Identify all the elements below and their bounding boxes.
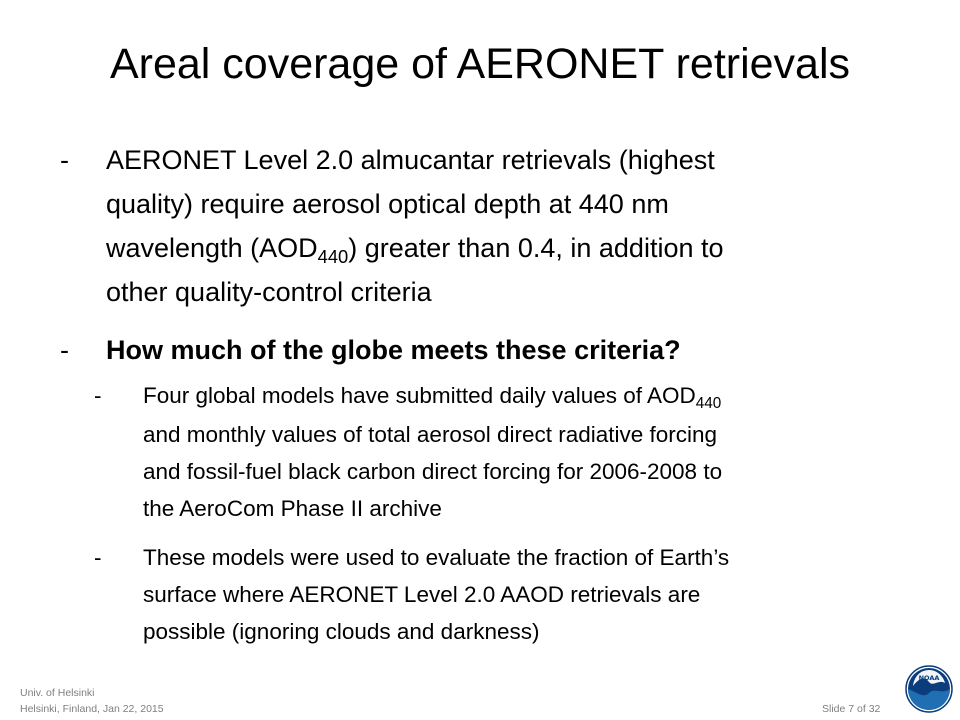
sub-bullet-dash: - <box>94 383 102 408</box>
footer-place-date: Helsinki, Finland, Jan 22, 2015 <box>20 703 164 715</box>
noaa-logo-icon <box>905 665 953 713</box>
footer-org: Univ. of Helsinki <box>20 687 95 699</box>
bullet-1-line-3-rest: ) greater than 0.4, in addition to <box>348 233 724 263</box>
subscript-440: 440 <box>317 245 349 267</box>
bullet-2-text: How much of the globe meets these criteria? <box>106 335 681 365</box>
sub-bullet-1-line-4: the AeroCom Phase II archive <box>143 496 442 521</box>
sub-bullet-1-line-1 <box>143 380 721 412</box>
sub-bullet-1-line-3: and fossil-fuel black carbon direct forcing for 2006-2008 to <box>143 459 723 484</box>
slide-title: Areal coverage of AERONET retrievals <box>109 40 851 88</box>
sub-bullet-2-line-2: surface where AERONET Level 2.0 AAOD retrievals are <box>143 582 701 607</box>
bullet-dash: - <box>60 145 69 175</box>
bullet-1-line-2: quality) require aerosol optical depth at 440 nm <box>106 189 669 219</box>
bullet-1-line-4: other quality-control criteria <box>106 277 432 307</box>
sub-bullet-1-line-1-text: Four global models have submitted daily values of AOD <box>143 383 696 408</box>
sub-bullet-dash: - <box>94 545 102 570</box>
sub-bullet-2-line-3: possible (ignoring clouds and darkness) <box>143 619 540 644</box>
bullet-1-line-1: AERONET Level 2.0 almucantar retrievals (highest <box>106 145 715 175</box>
sub-bullet-1-line-2: and monthly values of total aerosol direct radiative forcing <box>143 422 718 447</box>
bullet-dash: - <box>60 335 69 365</box>
bullet-1-line-3-text: wavelength (AOD <box>106 233 318 263</box>
bullet-1-line-3 <box>106 228 724 268</box>
subscript-440: 440 <box>695 394 722 412</box>
footer-slide-number: Slide 7 of 32 <box>822 703 881 715</box>
noaa-logo-text: NOAA <box>918 674 940 682</box>
sub-bullet-2-line-1: These models were used to evaluate the fraction of Earth’s <box>143 545 730 570</box>
